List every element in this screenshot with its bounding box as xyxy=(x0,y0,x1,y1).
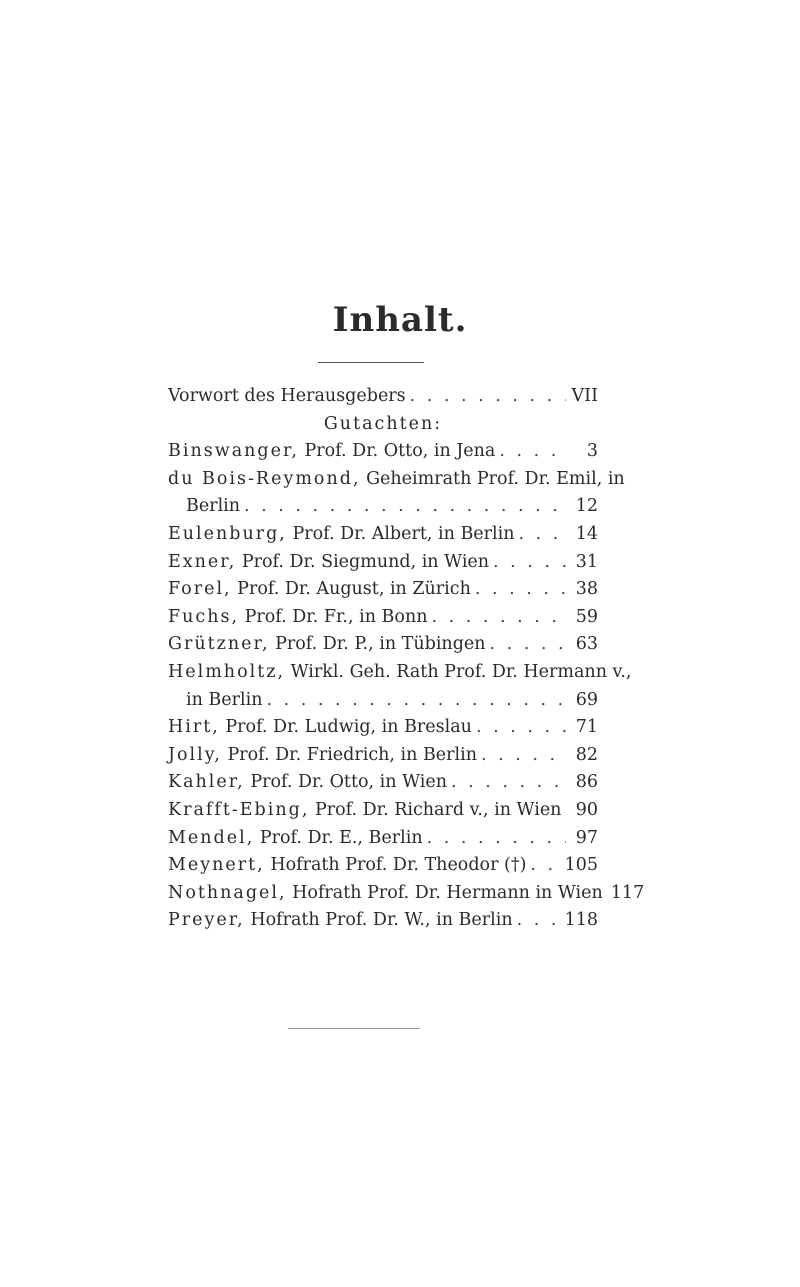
toc-entry-name: Kahler, xyxy=(168,772,245,793)
toc-page-number: 118 xyxy=(564,910,598,931)
toc-entry-text xyxy=(168,579,471,599)
toc-entry-details: Prof. Dr. Otto, in Wien xyxy=(244,772,447,793)
leader-dots xyxy=(565,800,566,820)
toc-entry-line xyxy=(168,441,598,469)
toc-entry-line xyxy=(168,690,598,718)
divider-line xyxy=(288,1028,420,1029)
toc-entry-details: Prof. Dr. Richard v., in Wien xyxy=(309,799,562,820)
leader-dots xyxy=(493,552,566,572)
toc-page-number: 63 xyxy=(575,634,598,655)
toc-entry-details: Prof. Dr. Otto, in Jena xyxy=(298,441,496,462)
toc-entry-line xyxy=(168,524,598,552)
toc-entry-text xyxy=(168,717,472,737)
toc-entry-line xyxy=(168,468,625,497)
toc-entry-line xyxy=(168,772,598,800)
section-heading: Gutachten: xyxy=(323,413,443,434)
page-title: Inhalt. xyxy=(332,300,468,340)
toc-page-number: 97 xyxy=(575,827,598,848)
toc-entry-text: Vorwort des Herausgebers xyxy=(168,386,406,406)
leader-dots xyxy=(481,745,566,765)
toc-entry-details: Prof. Dr. E., Berlin xyxy=(254,827,423,848)
toc-entry-name: Fuchs, xyxy=(168,606,240,627)
toc-entry-line xyxy=(168,496,598,524)
toc-entry-name: Krafft-Ebing, xyxy=(168,799,310,820)
toc-entry-text xyxy=(168,910,513,930)
toc-entry-text xyxy=(168,745,477,765)
toc-entry-text xyxy=(168,524,515,544)
toc-page-number: 69 xyxy=(575,689,598,710)
leader-dots xyxy=(519,524,567,544)
toc-entry-text xyxy=(168,828,423,848)
toc-entry-line xyxy=(168,745,598,773)
toc-entry-line xyxy=(168,800,598,828)
toc-entry-name: Helmholtz, xyxy=(168,661,286,682)
toc-entry-line xyxy=(168,579,598,607)
toc-entry-continuation: Berlin xyxy=(186,496,241,517)
toc-entry-name: Eulenburg, xyxy=(168,523,287,544)
toc-entry-details: Hofrath Prof. Dr. Theodor (†) xyxy=(264,855,527,876)
leader-dots xyxy=(476,717,566,737)
toc-entry-line xyxy=(168,882,645,911)
toc-entry-details: Hofrath Prof. Dr. Hermann in Wien xyxy=(286,882,603,903)
toc-entry-text xyxy=(168,800,561,820)
toc-entry-details: Prof. Dr. Siegmund, in Wien xyxy=(236,551,490,572)
toc-page-number: 31 xyxy=(575,551,598,572)
toc-entry-text xyxy=(168,607,428,627)
toc-entry-name: Preyer, xyxy=(168,910,245,931)
toc-entry-line xyxy=(168,910,598,938)
toc-page-number: 3 xyxy=(586,441,598,462)
toc-entry-details: Prof. Dr. P., in Tübingen xyxy=(269,634,486,655)
toc-entry-preface xyxy=(168,386,598,414)
toc-entry-line xyxy=(168,855,598,883)
toc-entry-continuation: in Berlin xyxy=(186,689,263,710)
toc-page-number: 38 xyxy=(575,579,598,600)
leader-dots xyxy=(499,441,566,461)
toc-entry-line xyxy=(168,552,598,580)
toc-entry-line xyxy=(168,717,598,745)
toc-entry-details: Prof. Dr. August, in Zürich xyxy=(231,579,471,600)
leader-dots xyxy=(530,855,560,875)
toc-entry-text xyxy=(168,441,495,461)
toc-page-number: 105 xyxy=(564,855,598,876)
toc-entry-name: Binswanger, xyxy=(168,441,299,462)
toc-entry-details: Geheimrath Prof. Dr. Emil, in xyxy=(360,468,625,489)
toc-entry-text xyxy=(168,634,486,654)
toc-entry-name: du Bois-Reymond, xyxy=(168,468,361,489)
toc-page-number: 90 xyxy=(575,799,598,820)
toc-page-number: 59 xyxy=(575,606,598,627)
toc-entry-details: Prof. Dr. Friedrich, in Berlin xyxy=(221,744,477,765)
toc-entry-details: Prof. Dr. Albert, in Berlin xyxy=(286,523,515,544)
toc-entry-details: Prof. Dr. Fr., in Bonn xyxy=(239,606,428,627)
leader-dots xyxy=(432,607,567,627)
toc-entries xyxy=(168,441,645,938)
toc-entry-text xyxy=(168,855,526,875)
leader-dots xyxy=(451,772,566,792)
toc-entry-name: Exner, xyxy=(168,551,237,572)
toc-page-number: 14 xyxy=(575,523,598,544)
title-underline xyxy=(318,362,424,363)
leader-dots xyxy=(266,690,566,710)
toc-entry-name: Meynert, xyxy=(168,855,265,876)
table-of-contents xyxy=(168,386,645,938)
toc-entry-line xyxy=(168,634,598,662)
toc-entry-text xyxy=(168,883,603,903)
toc-entry-name: Jolly, xyxy=(168,744,222,765)
toc-page-number: VII xyxy=(571,386,598,406)
toc-entry-details: Wirkl. Geh. Rath Prof. Dr. Hermann v., xyxy=(285,661,632,682)
toc-page-number: 117 xyxy=(610,882,645,903)
toc-entry-line xyxy=(168,607,598,635)
toc-entry-line xyxy=(168,661,632,690)
leader-dots xyxy=(517,910,561,930)
leader-dots xyxy=(475,579,566,599)
toc-entry-details: Prof. Dr. Ludwig, in Breslau xyxy=(219,717,472,738)
toc-entry-name: Nothnagel, xyxy=(168,882,287,903)
leader-dots xyxy=(244,496,566,516)
toc-page-number: 12 xyxy=(575,496,598,517)
toc-entry-text xyxy=(168,772,447,792)
toc-entry-name: Hirt, xyxy=(168,717,220,738)
toc-page-number: 86 xyxy=(575,772,598,793)
leader-dots xyxy=(410,386,566,406)
toc-entry-text xyxy=(168,552,489,572)
leader-dots xyxy=(490,634,566,654)
toc-page-number: 82 xyxy=(575,744,598,765)
toc-entry-details: Hofrath Prof. Dr. W., in Berlin xyxy=(244,910,513,931)
toc-entry-line xyxy=(168,828,598,856)
toc-page-number: 71 xyxy=(575,717,598,738)
toc-entry-name: Grützner, xyxy=(168,634,270,655)
leader-dots xyxy=(427,828,566,848)
toc-entry-name: Mendel, xyxy=(168,827,255,848)
toc-entry-name: Forel, xyxy=(168,579,232,600)
